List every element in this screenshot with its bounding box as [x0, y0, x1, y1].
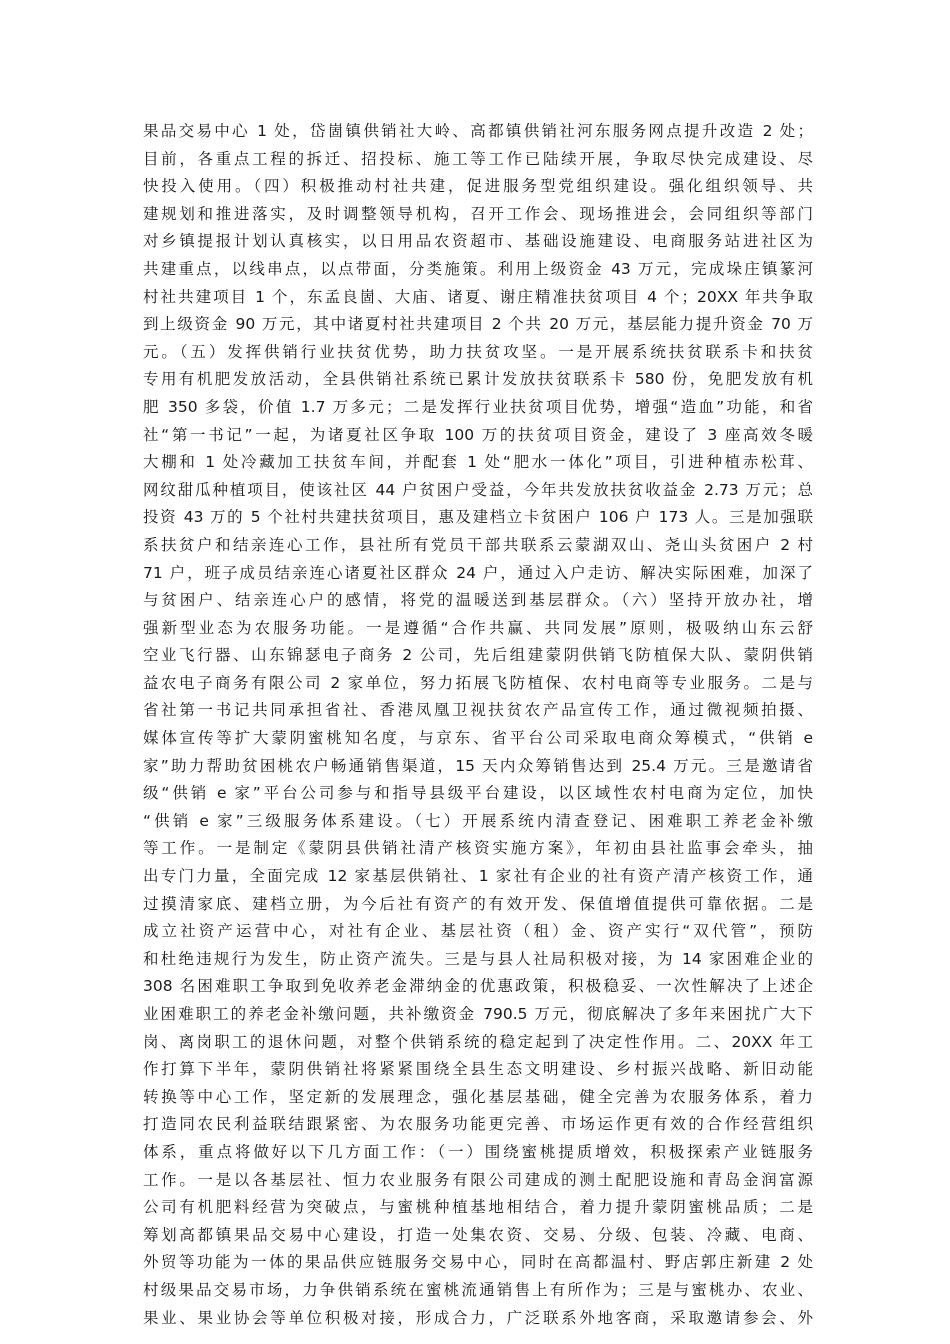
text-line: 专用有机肥发放活动，全县供销社系统已累计发放扶贫联系卡 580 份，免肥发放有机	[143, 370, 813, 389]
text-line: 媒体宣传等扩大蒙阴蜜桃知名度，与京东、省平台公司采取电商众筹模式，“供销 e	[143, 729, 813, 748]
text-line: 网纹甜瓜种植项目，使该社区 44 户贫困户受益，今年共发放扶贫收益金 2.73 万元；总	[143, 480, 813, 499]
text-line: 社“第一书记”一起，为诸夏社区争取 100 万的扶贫项目资金，建设了 3 座高效冬暖	[143, 425, 813, 444]
text-line: 益农电子商务有限公司 2 家单位，努力拓展飞防植保、农村电商等专业服务。二是与	[143, 673, 813, 692]
text-line: 投资 43 万的 5 个社村共建扶贫项目，惠及建档立卡贫困户 106 户 173 人。三是加强联	[143, 508, 813, 527]
text-line: 筹划高都镇果品交易中心建设，打造一处集农资、交易、分级、包装、冷藏、电商、	[143, 1225, 813, 1244]
text-line: 转换等中心工作，坚定新的发展理念，强化基层基础，健全完善为农服务体系，着力	[143, 1087, 813, 1106]
text-line: 强新型业态为农服务功能。一是遵循“合作共赢、共同发展”原则，极吸纳山东云舒	[143, 618, 813, 637]
text-line: 体系，重点将做好以下几方面工作：（一）围绕蜜桃提质增效，积极探索产业链服务	[143, 1142, 813, 1161]
text-line: 空业飞行器、山东锦瑟电子商务 2 公司，先后组建蒙阴供销飞防植保大队、蒙阴供销	[143, 646, 813, 665]
text-line: 成立社资产运营中心，对社有企业、基层社资（租）金、资产实行“双代管”，预防	[143, 922, 813, 941]
text-line: 打造同农民利益联结跟紧密、为农服务功能更完善、市场运作更有效的合作经营组织	[143, 1115, 813, 1134]
text-line: 业困难职工的养老金补缴问题，共补缴资金 790.5 万元，彻底解决了多年来困扰广大下	[143, 1005, 813, 1023]
text-line: 建规划和推进落实，及时调整领导机构，召开工作会、现场推进会，会同组织等部门	[143, 204, 813, 223]
text-line: 系扶贫户和结亲连心工作，县社所有党员干部共联系云蒙湖双山、尧山头贫困户 2 村	[143, 535, 813, 554]
text-line: 省社第一书记共同承担省社、香港凤凰卫视扶贫农产品宣传工作，通过微视频拍摄、	[143, 701, 813, 720]
text-line: 岗、离岗职工的退休问题，对整个供销系统的稳定起到了决定性作用。二、20XX 年工	[143, 1032, 813, 1051]
text-line: 对乡镇提报计划认真核实，以日用品农资超市、基础设施建设、电商服务站进社区为	[143, 232, 813, 251]
text-line: 大棚和 1 处冷藏加工扶贫车间，并配套 1 处“肥水一体化”项目，引进种植赤松茸、	[143, 453, 813, 472]
text-line: 共建重点，以线串点，以点带面，分类施策。利用上级资金 43 万元，完成垛庄镇篆河	[143, 259, 813, 278]
text-line: 等工作。一是制定《蒙阴县供销社清产核资实施方案》，年初由县社监事会牵头，抽	[143, 839, 813, 858]
text-line: 元。（五）发挥供销行业扶贫优势，助力扶贫攻坚。一是开展系统扶贫联系卡和扶贫	[143, 342, 813, 361]
text-line: 级“供销 e 家”平台公司参与和指导县级平台建设，以区域性农村电商为定位，加快	[143, 784, 813, 803]
text-line: 家”助力帮助贫困桃农户畅通销售渠道，15 天内众筹销售达到 25.4 万元。三是邀请省	[143, 756, 813, 775]
text-line: 308 名困难职工争取到免收养老金滞纳金的优惠政策，积极稳妥、一次性解决了上述企	[143, 977, 813, 996]
text-line: 71 户，班子成员结亲连心诸夏社区群众 24 户，通过入户走访、解决实际困难，加深了	[143, 563, 813, 582]
text-line: 村社共建项目 1 个，东孟良崮、大庙、诸夏、谢庄精准扶贫项目 4 个；20XX 年共争取	[143, 287, 813, 306]
text-line: 肥 350 多袋，价值 1.7 万多元；二是发挥行业扶贫项目优势，增强“造血”功能，和省	[143, 397, 813, 416]
text-line: 到上级资金 90 万元，其中诸夏村社共建项目 2 个共 20 万元，基层能力提升资金 70 万	[143, 315, 813, 334]
text-line: 外贸等功能为一体的果品供应链服务交易中心，同时在高都温村、野店郭庄新建 2 处	[143, 1253, 813, 1272]
text-line: 过摸清家底、建档立册，为今后社有资产的有效开发、保值增值提供可靠依据。二是	[143, 894, 813, 913]
text-line: 工作。一是以各基层社、恒力农业服务有限公司建成的测土配肥设施和青岛金润富源	[143, 1170, 813, 1189]
text-line: 作打算下半年，蒙阴供销社将紧紧围绕全县生态文明建设、乡村振兴战略、新旧动能	[143, 1060, 813, 1079]
text-line: 果业、果业协会等单位积极对接，形成合力，广泛联系外地客商，采取邀请参会、外	[143, 1308, 813, 1327]
text-line: 与贫困户、结亲连心户的感情，将党的温暖送到基层群众。（六）坚持开放办社，增	[143, 591, 813, 610]
text-line: 和杜绝违规行为发生，防止资产流失。三是与县人社局积极对接，为 14 家困难企业的	[143, 949, 813, 968]
body-text	[143, 118, 813, 1332]
text-line: 村级果品交易市场，力争供销系统在蜜桃流通销售上有所作为；三是与蜜桃办、农业、	[143, 1280, 813, 1299]
text-line: 公司有机肥料经营为突破点，与蜜桃种植基地相结合，着力提升蒙阴蜜桃品质；二是	[143, 1198, 813, 1217]
text-line: “供销 e 家”三级服务体系建设。（七）开展系统内清查登记、困难职工养老金补缴	[143, 811, 813, 830]
text-line: 快投入使用。（四）积极推动村社共建，促进服务型党组织建设。强化组织领导、共	[143, 177, 813, 196]
text-line: 目前，各重点工程的拆迁、招投标、施工等工作已陆续开展，争取尽快完成建设、尽	[143, 149, 813, 168]
text-line: 果品交易中心 1 处，岱崮镇供销社大岭、高都镇供销社河东服务网点提升改造 2 处；	[143, 122, 813, 140]
text-line: 出专门力量，全面完成 12 家基层供销社、1 家社有企业的社有资产清产核资工作，通	[143, 867, 813, 886]
